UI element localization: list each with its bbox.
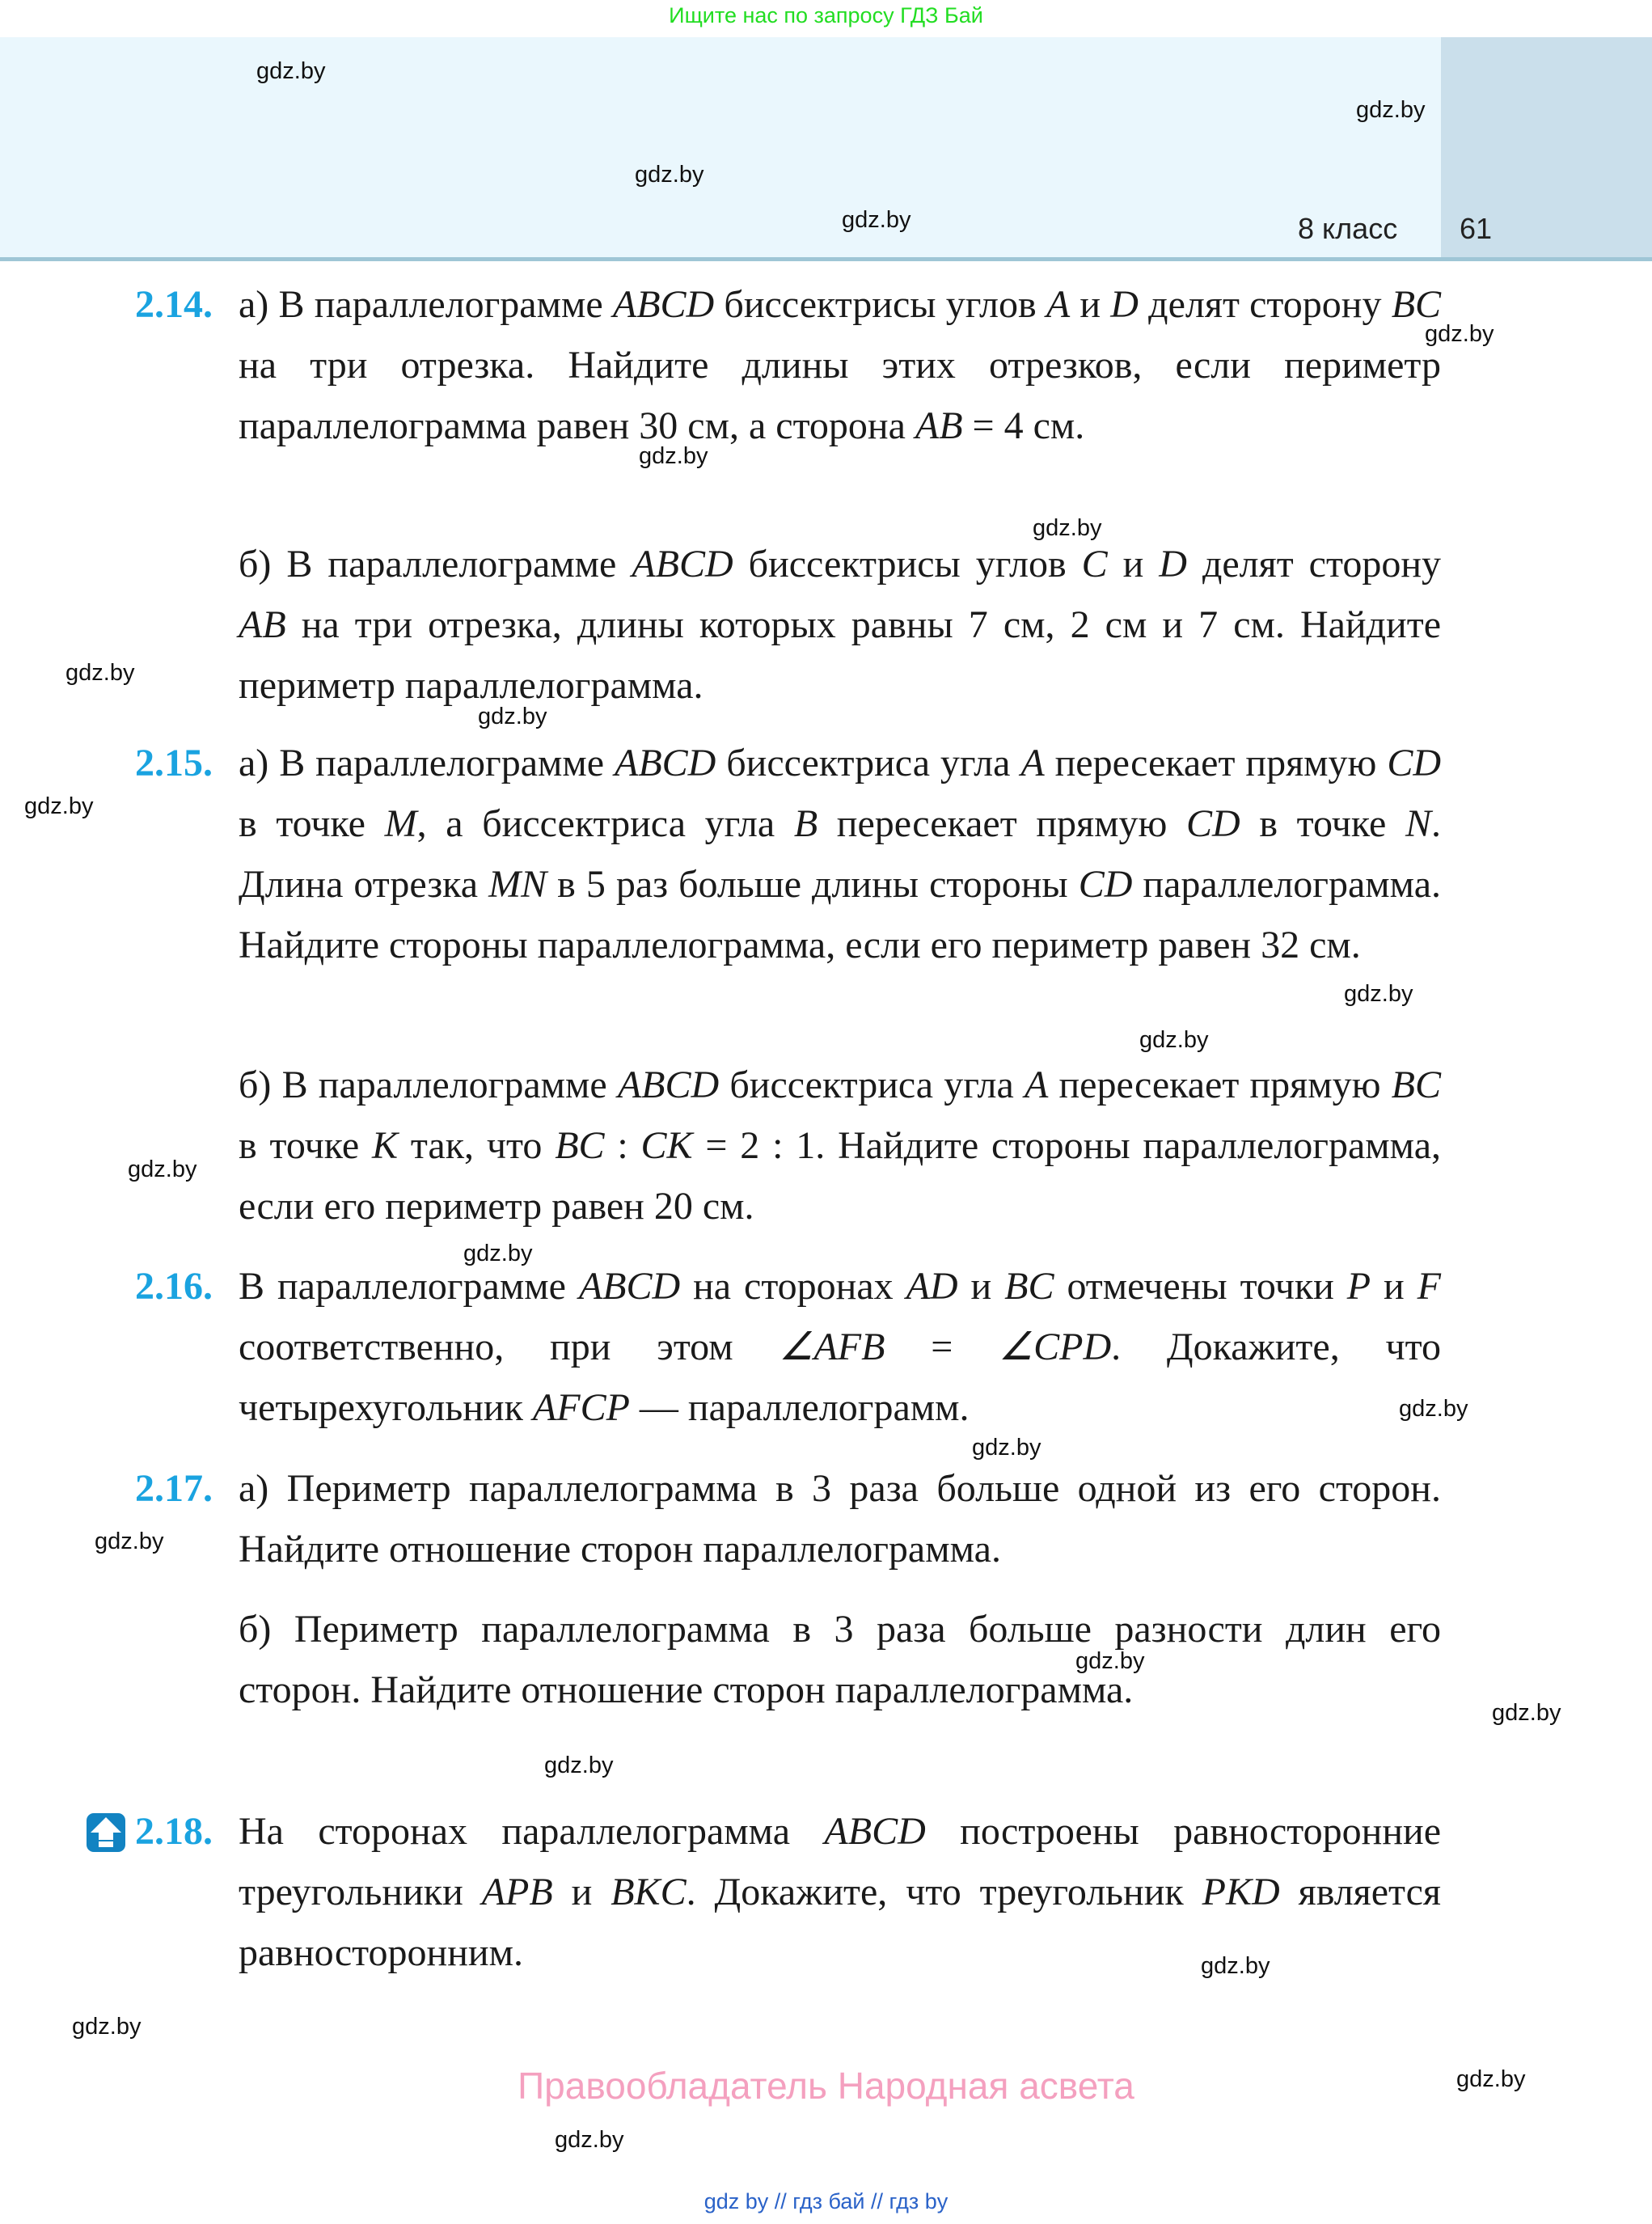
- math-variable: PKD: [1202, 1871, 1280, 1913]
- text-segment: делят сторону: [1138, 283, 1392, 326]
- watermark: gdz.by: [1399, 1396, 1468, 1422]
- watermark: gdz.by: [639, 443, 708, 469]
- watermark: gdz.by: [72, 2014, 142, 2040]
- text-segment: на три отрезка. Найдите длины этих отрезков, если периметр параллелограмма равен 30 см, а сторона: [239, 344, 1441, 447]
- text-segment: :: [604, 1124, 641, 1167]
- text-segment: биссектриса угла: [716, 742, 1021, 784]
- text-segment: так, что: [398, 1124, 556, 1167]
- problem-text: [239, 1055, 1441, 1237]
- text-segment: на три отрезка, длины которых равны 7 см, 2 см и 7 см. Найдите периметр параллелограмма.: [239, 603, 1441, 707]
- math-variable: D: [1110, 283, 1139, 326]
- text-segment: б) В параллелограмме: [239, 543, 632, 586]
- text-segment: биссектрисы углов: [733, 543, 1082, 586]
- problem-text: [239, 534, 1441, 716]
- watermark: gdz.by: [1344, 981, 1413, 1007]
- text-segment: и: [957, 1265, 1005, 1308]
- math-variable: BC: [1004, 1265, 1054, 1308]
- watermark: gdz.by: [1425, 321, 1494, 347]
- text-segment: биссектриса угла: [719, 1063, 1025, 1106]
- watermark: gdz.by: [463, 1241, 533, 1266]
- text-segment: параллелограмма. Найдите стороны параллелограмма, если его периметр равен 32 см.: [239, 863, 1441, 966]
- math-variable: F: [1417, 1265, 1441, 1308]
- problem-number: 2.16.: [135, 1265, 213, 1308]
- copyright-footer: Правообладатель Народная асвета: [518, 2065, 1134, 2107]
- watermark: gdz.by: [65, 660, 135, 686]
- math-variable: K: [372, 1124, 399, 1167]
- math-variable: D: [1159, 543, 1187, 586]
- math-variable: CD: [1078, 863, 1133, 906]
- text-segment: =: [885, 1326, 999, 1368]
- text-segment: построены равносторонние треугольники: [239, 1810, 1441, 1913]
- watermark: gdz.by: [1356, 97, 1426, 123]
- text-segment: На сторонах параллелограмма: [239, 1810, 825, 1853]
- home-arrow-icon: [87, 1813, 125, 1852]
- problem-text: [239, 1256, 1441, 1438]
- watermark: gdz.by: [544, 1753, 614, 1778]
- text-segment: = 2 : 1. Найдите стороны параллелограмма, если его периметр равен 20 см.: [239, 1124, 1442, 1228]
- watermark: gdz.by: [95, 1528, 164, 1554]
- text-segment: пересекает прямую: [1044, 742, 1388, 784]
- math-variable: AB: [915, 404, 963, 447]
- text-segment: является равносторонним.: [239, 1871, 1441, 1974]
- text-segment: и: [1107, 543, 1160, 586]
- problem-text: [239, 1599, 1441, 1720]
- math-variable: APB: [481, 1871, 553, 1913]
- math-variable: C: [1081, 543, 1108, 586]
- text-segment: а) Периметр параллелограмма в 3 раза больше одной из его сторон. Найдите отношение сторон параллелограмма.: [239, 1467, 1441, 1571]
- math-variable: BC: [555, 1124, 605, 1167]
- text-segment: В параллелограмме: [239, 1265, 579, 1308]
- watermark: gdz.by: [1456, 2066, 1526, 2092]
- text-segment: . Длина отрезка: [239, 802, 1442, 906]
- math-variable: ABCD: [612, 283, 715, 326]
- watermark: gdz.by: [128, 1156, 197, 1182]
- text-segment: . Докажите, что четырехугольник: [239, 1326, 1441, 1429]
- math-variable: CD: [1186, 802, 1240, 845]
- problem-text: [239, 274, 1441, 456]
- text-segment: — параллелограмм.: [629, 1386, 970, 1429]
- math-variable: ABCD: [632, 543, 733, 586]
- math-variable: BC: [1391, 1063, 1441, 1106]
- problem-number: 2.15.: [135, 742, 213, 784]
- search-hint: Ищите нас по запросу ГДЗ Бай: [669, 3, 983, 27]
- math-variable: ABCD: [578, 1265, 681, 1308]
- watermark: gdz.by: [256, 58, 326, 84]
- problem-text: [239, 1458, 1441, 1579]
- problem-text: [239, 733, 1441, 975]
- text-segment: б) Периметр параллелограмма в 3 раза больше разности длин его сторон. Найдите отношение сторон параллелограмма.: [239, 1608, 1441, 1711]
- problem-number: 2.18.: [135, 1810, 213, 1853]
- page-number: 61: [1460, 212, 1493, 245]
- math-variable: BC: [1391, 283, 1442, 326]
- text-segment: и: [1070, 283, 1111, 326]
- watermark: gdz.by: [1201, 1953, 1270, 1979]
- watermark: gdz.by: [1075, 1648, 1145, 1674]
- watermark: gdz.by: [478, 704, 547, 729]
- watermark: gdz.by: [1139, 1027, 1209, 1053]
- watermark: gdz.by: [555, 2127, 624, 2153]
- header-band: [0, 37, 1441, 257]
- text-segment: а) В параллелограмме: [239, 283, 613, 326]
- text-segment: . Докажите, что треугольник: [686, 1871, 1202, 1913]
- watermark: gdz.by: [635, 162, 704, 188]
- text-segment: и: [1371, 1265, 1418, 1308]
- math-variable: ∠AFB: [779, 1326, 885, 1368]
- text-segment: в точке: [239, 802, 385, 845]
- text-segment: отмечены точки: [1054, 1265, 1347, 1308]
- math-variable: MN: [488, 863, 547, 906]
- math-variable: A: [1024, 1063, 1049, 1106]
- header-divider: [0, 257, 1652, 261]
- watermark: gdz.by: [972, 1435, 1041, 1461]
- math-variable: ABCD: [617, 1063, 720, 1106]
- text-segment: а) В параллелограмме: [239, 742, 615, 784]
- text-segment: в точке: [239, 1124, 372, 1167]
- text-segment: биссектрисы углов: [714, 283, 1046, 326]
- text-segment: пересекает прямую: [818, 802, 1186, 845]
- watermark: gdz.by: [24, 793, 94, 819]
- math-variable: ABCD: [615, 742, 716, 784]
- math-variable: M: [384, 802, 417, 845]
- grade-label: 8 класс: [1298, 212, 1398, 245]
- math-variable: AFCP: [532, 1386, 630, 1429]
- math-variable: AB: [239, 603, 286, 646]
- watermark: gdz.by: [1033, 515, 1102, 541]
- text-segment: пересекает прямую: [1048, 1063, 1392, 1106]
- bottom-links[interactable]: gdz by // гдз бай // гдз by: [703, 2189, 949, 2213]
- watermark: gdz.by: [842, 207, 911, 233]
- problem-number: 2.17.: [135, 1467, 213, 1510]
- math-variable: B: [793, 802, 818, 845]
- math-variable: ∠CPD: [999, 1326, 1112, 1368]
- problem-number: 2.14.: [135, 283, 213, 326]
- text-segment: = 4 см.: [962, 404, 1085, 447]
- math-variable: A: [1020, 742, 1045, 784]
- text-segment: делят сторону: [1186, 543, 1442, 586]
- math-variable: CD: [1387, 742, 1441, 784]
- text-segment: в точке: [1240, 802, 1405, 845]
- text-segment: , а биссектриса угла: [416, 802, 794, 845]
- math-variable: A: [1046, 283, 1071, 326]
- math-variable: BKC: [611, 1871, 687, 1913]
- text-segment: соответственно, при этом: [239, 1326, 780, 1368]
- text-segment: б) В параллелограмме: [239, 1063, 618, 1106]
- text-segment: и: [552, 1871, 611, 1913]
- text-segment: в 5 раз больше длины стороны: [547, 863, 1079, 906]
- math-variable: P: [1346, 1265, 1371, 1308]
- math-variable: AD: [906, 1265, 958, 1308]
- math-variable: CK: [640, 1124, 693, 1167]
- math-variable: N: [1405, 802, 1432, 845]
- math-variable: ABCD: [824, 1810, 926, 1853]
- text-segment: на сторонах: [680, 1265, 906, 1308]
- watermark: gdz.by: [1492, 1700, 1561, 1726]
